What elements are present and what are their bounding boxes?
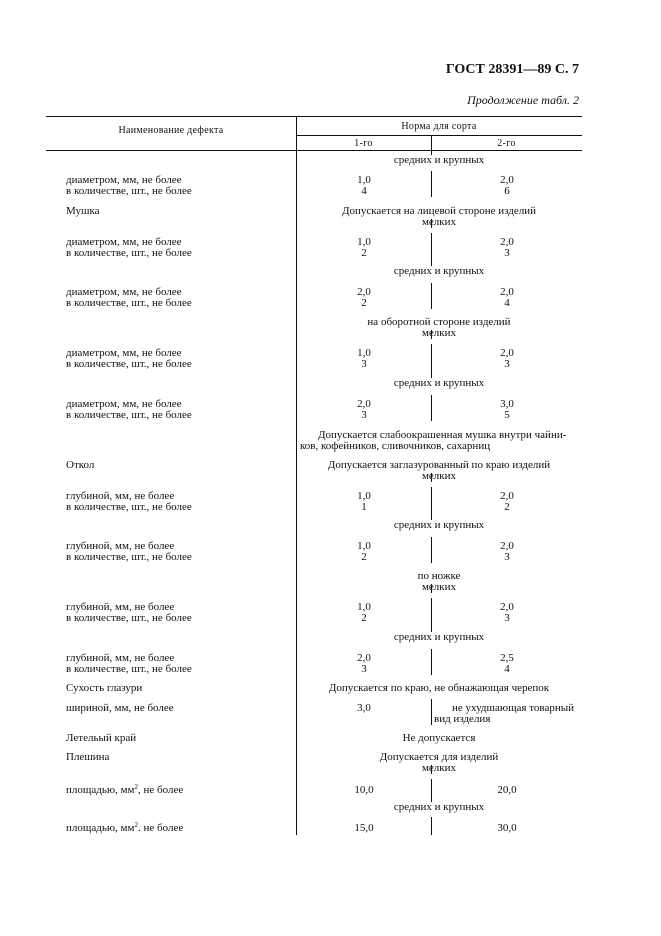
defect-param-label: шириной, мм, не более (66, 702, 174, 714)
grade-1-value: 1,0 (357, 601, 371, 613)
grade-2-value: 3 (504, 247, 510, 259)
grade-1-value: 4 (361, 185, 367, 197)
header-norm: Норма для сорта (401, 121, 477, 132)
location-note: на оборотной стороне изделий (367, 316, 511, 328)
grade-separator (431, 699, 432, 725)
defect-param-label: диаметром, мм, не более (66, 236, 182, 248)
grade-1-value: 2 (361, 297, 367, 309)
sub-category-label: мелких (421, 762, 457, 774)
grade-1-value: 1,0 (357, 174, 371, 186)
grade-1-value: 3 (361, 358, 367, 370)
grade-2-value: 2,0 (500, 601, 514, 613)
header-bottom-rule (46, 150, 582, 151)
grade-1-value: 2,0 (357, 398, 371, 410)
grade-2-value: вид изделия (434, 713, 491, 725)
grade-separator (431, 344, 432, 370)
document-id: ГОСТ 28391—89 С. 7 (445, 62, 579, 77)
norm-header-rule (296, 135, 582, 136)
grade-1-value: 15,0 (354, 822, 374, 834)
grade-1-value: 1,0 (357, 347, 371, 359)
grade-separator (431, 283, 432, 309)
sub-category-label: мелких (421, 216, 457, 228)
grade-2-value: 6 (504, 185, 510, 197)
defect-norm-text: Допускается на лицевой стороне изделий (341, 205, 537, 217)
grade-1-value: 10,0 (354, 784, 374, 796)
grade-1-value: 2 (361, 551, 367, 563)
table-top-rule (46, 116, 582, 117)
defect-param-label: диаметром, мм, не более (66, 398, 182, 410)
sub-category-label: средних и крупных (393, 377, 485, 389)
defect-name: Сухость глазури (66, 682, 143, 694)
grade-separator (431, 473, 432, 482)
sub-category-label: мелких (421, 581, 457, 593)
defect-param-label (66, 785, 183, 796)
defect-param-label: диаметром, мм, не более (66, 174, 182, 186)
unit-exponent: 2 (134, 783, 138, 791)
grade-2-value: 2,0 (500, 540, 514, 552)
sub-category-label: средних и крупных (393, 265, 485, 277)
grade-separator (431, 487, 432, 513)
grade-1-value: 2,0 (357, 286, 371, 298)
param-text-suffix: , не более (137, 784, 184, 796)
grade-1-value: 1 (361, 501, 367, 513)
grade-separator (431, 395, 432, 421)
grade-2-value: 5 (504, 409, 510, 421)
header-defect-name: Наименование дефекта (118, 125, 224, 136)
defect-name: Откол (66, 459, 95, 471)
grade-2-value: 3,0 (500, 398, 514, 410)
grade-separator (431, 793, 432, 802)
grade-2-value: 2,0 (500, 174, 514, 186)
defect-norm-text: Не допускается (402, 732, 476, 744)
grade-1-value: 2 (361, 612, 367, 624)
param-text: площадью, мм (66, 822, 135, 834)
grade-separator (431, 598, 432, 624)
grade-separator (431, 584, 432, 593)
grade-separator (431, 369, 432, 378)
grade-2-value: 4 (504, 297, 510, 309)
defect-param-label: в количестве, шт., не более (66, 501, 192, 513)
grade-1-value: 2,0 (357, 652, 371, 664)
location-note: по ножке (417, 570, 461, 582)
grade-1-value: 3,0 (357, 702, 371, 714)
grade-2-value: 3 (504, 358, 510, 370)
grade-separator (431, 233, 432, 259)
grade-1-value: 1,0 (357, 236, 371, 248)
unit-exponent: 2 (134, 821, 138, 829)
grade-1-value: 3 (361, 663, 367, 675)
grade-1-value: 1,0 (357, 540, 371, 552)
defect-norm-text: Допускается слабоокрашенная мушка внутри чайни- (318, 429, 567, 441)
param-text-suffix: . не более (137, 822, 184, 834)
sub-category-label: средних и крупных (393, 801, 485, 813)
grade-1-value: 3 (361, 409, 367, 421)
defect-param-label: в количестве, шт., не более (66, 409, 192, 421)
grade-2-value: 3 (504, 612, 510, 624)
grade-2-value: 2,0 (500, 286, 514, 298)
grade-separator (431, 537, 432, 563)
grade-2-value: 4 (504, 663, 510, 675)
defect-param-label: в количестве, шт., не более (66, 297, 192, 309)
grade-separator (431, 219, 432, 228)
defect-param-label (66, 823, 183, 834)
grade-2-value: 2,0 (500, 347, 514, 359)
grade-separator (431, 623, 432, 632)
defect-param-label: в количестве, шт., не более (66, 185, 192, 197)
defect-norm-text: Допускается по краю, не обнажающая черепок (328, 682, 550, 694)
defect-param-label: в количестве, шт., не более (66, 247, 192, 259)
grade-separator (431, 171, 432, 197)
header-grade-1: 1-го (354, 138, 373, 149)
grade-separator (431, 511, 432, 520)
grade-1-value: 1,0 (357, 490, 371, 502)
sub-category-label: мелких (421, 470, 457, 482)
defect-norm-text: Допускается заглазурованный по краю изделий (327, 459, 551, 471)
grade-separator (431, 146, 432, 155)
grade-2-value: 2 (504, 501, 510, 513)
grade-2-value: 2,0 (500, 236, 514, 248)
grade-2-value: 3 (504, 551, 510, 563)
grade-2-value: 20,0 (497, 784, 517, 796)
grade-2-value: 2,0 (500, 490, 514, 502)
sub-category-label: средних и крупных (393, 154, 485, 166)
defect-param-label: в количестве, шт., не более (66, 358, 192, 370)
sub-category-label: средних и крупных (393, 519, 485, 531)
grade-separator (431, 765, 432, 774)
grade-2-value: не ухудшающая товарный (452, 702, 574, 714)
grade-separator (431, 649, 432, 675)
table-continuation-label: Продолжение табл. 2 (467, 93, 579, 107)
grade-2-value: 30,0 (497, 822, 517, 834)
defect-param-label: глубиной, мм, не более (66, 490, 175, 502)
grade-1-value: 2 (361, 247, 367, 259)
defect-param-label: диаметром, мм, не более (66, 286, 182, 298)
defect-param-label: глубиной, мм, не более (66, 652, 175, 664)
defect-param-label: глубиной, мм, не более (66, 601, 175, 613)
defect-norm-text: ков, кофейников, сливочников, сахарниц (300, 440, 491, 452)
grade-separator (431, 817, 432, 835)
defect-param-label: диаметром, мм, не более (66, 347, 182, 359)
defect-name: Летельый край (66, 732, 137, 744)
grade-2-value: 2,5 (500, 652, 514, 664)
defect-param-label: в количестве, шт., не более (66, 612, 192, 624)
grade-separator (431, 330, 432, 339)
defect-name: Плешина (66, 751, 110, 763)
param-text: площадью, мм (66, 784, 135, 796)
header-grade-2: 2-го (497, 138, 516, 149)
grade-separator (431, 257, 432, 266)
defect-param-label: в количестве, шт., не более (66, 551, 192, 563)
sub-category-label: мелких (421, 327, 457, 339)
defect-norm-text: Допускается для изделий (379, 751, 499, 763)
defect-name: Мушка (66, 205, 100, 217)
defect-param-label: глубиной, мм, не более (66, 540, 175, 552)
defect-param-label: в количестве, шт., не более (66, 663, 192, 675)
sub-category-label: средних и крупных (393, 631, 485, 643)
